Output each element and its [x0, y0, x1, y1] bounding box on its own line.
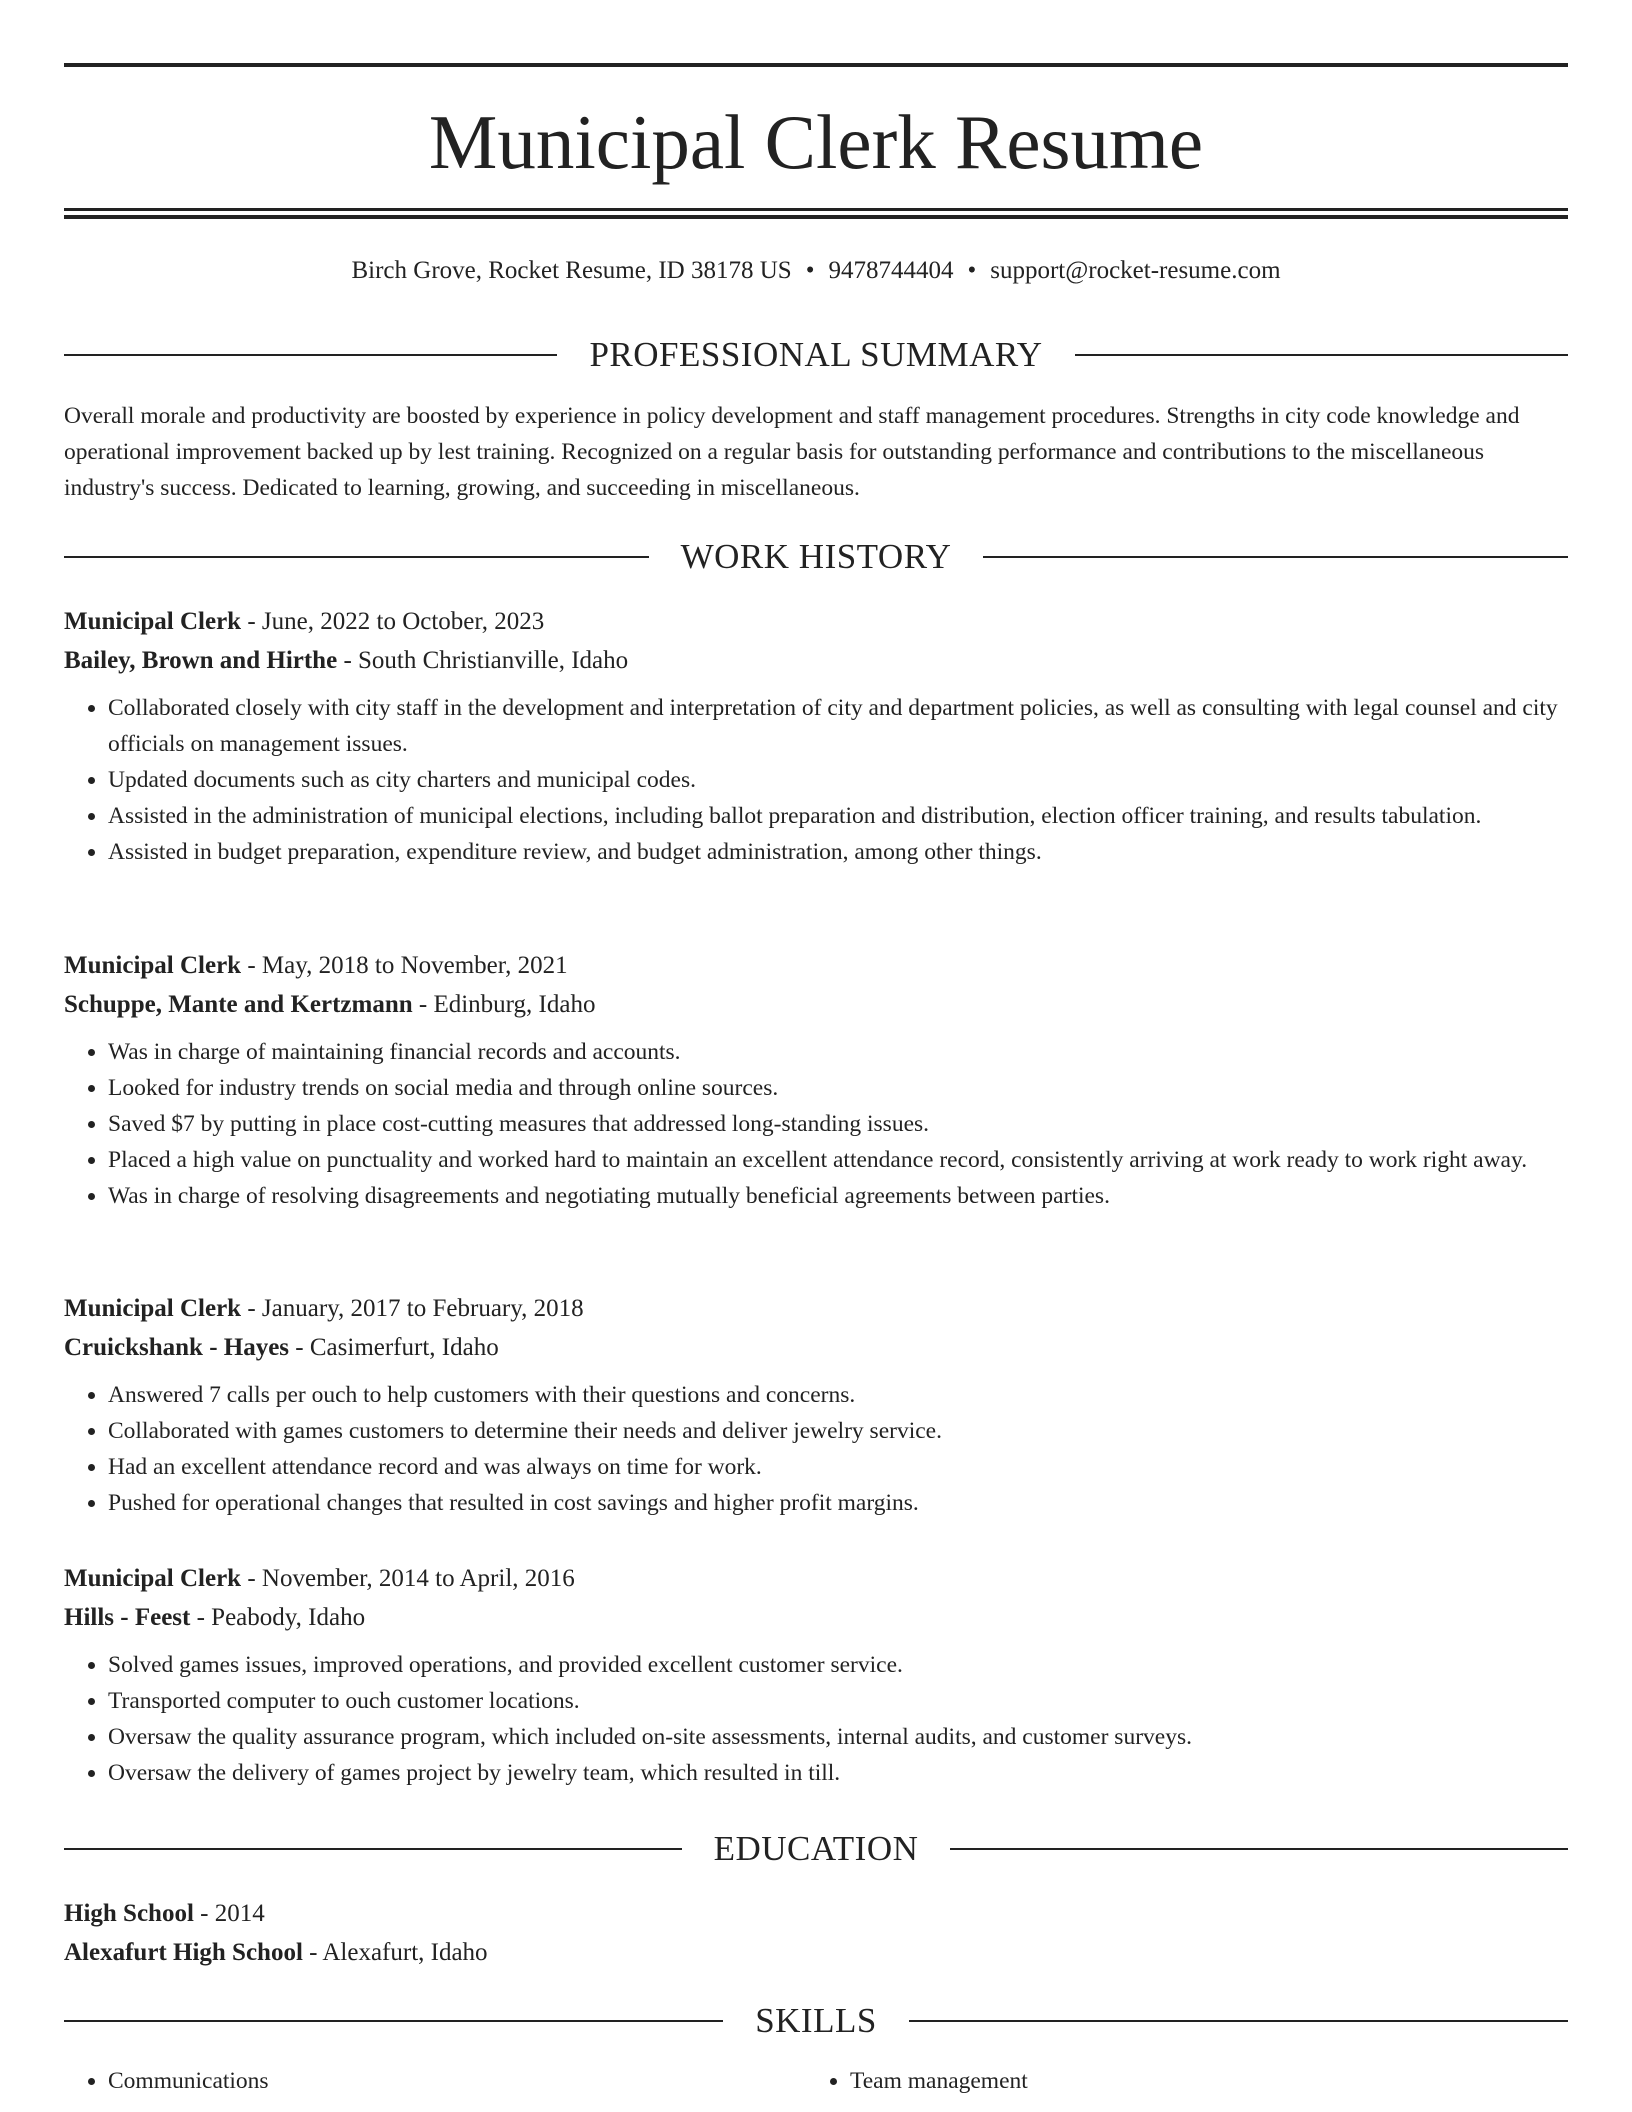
- section-title: EDUCATION: [713, 1829, 919, 1868]
- job-title-line: [64, 602, 1568, 641]
- job-entry: [64, 946, 1568, 1214]
- skills-column-left: [64, 2063, 806, 2099]
- job-bullet: • Oversaw the quality assurance program, which included on-site assessments, internal audits, and customer surveys.: [108, 1719, 1568, 1755]
- section-heading-education: [64, 1829, 1568, 1869]
- skills-list: [64, 2063, 1568, 2099]
- job-bullets: [64, 1377, 1568, 1521]
- skill-item: • Team management: [850, 2063, 1548, 2099]
- contact-separator: •: [805, 257, 815, 284]
- job-title-line: [64, 1289, 1568, 1328]
- heading-rule-left: [64, 354, 557, 356]
- job-dates: - May, 2018 to November, 2021: [241, 952, 568, 979]
- heading-rule-left: [64, 1848, 682, 1850]
- job-bullet: • Looked for industry trends on social media and through online sources.: [108, 1070, 1568, 1106]
- job-entry: [64, 1289, 1568, 1521]
- education-degree: High School: [64, 1900, 194, 1927]
- job-title: Municipal Clerk: [64, 1565, 242, 1592]
- job-location: - Edinburg, Idaho: [412, 991, 596, 1018]
- education-year: - 2014: [193, 1900, 265, 1927]
- skill-item: • Communications: [108, 2063, 806, 2099]
- contact-phone[interactable]: 9478744404: [828, 257, 954, 284]
- job-title: Municipal Clerk: [64, 608, 242, 635]
- title-rule-lower: [64, 215, 1568, 219]
- job-entry: [64, 1559, 1568, 1791]
- job-bullet: • Updated documents such as city charters and municipal codes.: [108, 762, 1568, 798]
- job-title: Municipal Clerk: [64, 952, 242, 979]
- top-rule: [64, 63, 1568, 67]
- job-company: Schuppe, Mante and Kertzmann: [64, 991, 413, 1018]
- job-location: - Casimerfurt, Idaho: [289, 1334, 499, 1361]
- job-bullet: • Had an excellent attendance record and was always on time for work.: [108, 1449, 1568, 1485]
- section-title: SKILLS: [755, 2001, 877, 2040]
- job-title-line: [64, 946, 1568, 985]
- contact-separator: •: [967, 257, 977, 284]
- heading-rule-left: [64, 2020, 723, 2022]
- job-bullets: [64, 1034, 1568, 1214]
- heading-rule-right: [983, 556, 1568, 558]
- contact-address: Birch Grove, Rocket Resume, ID 38178 US: [351, 257, 792, 284]
- skills-column-right: [806, 2063, 1548, 2099]
- job-company: Cruickshank - Hayes: [64, 1334, 290, 1361]
- job-company-line: [64, 985, 1568, 1024]
- job-bullets: [64, 1647, 1568, 1791]
- section-heading-skills: [64, 2001, 1568, 2041]
- job-bullet: • Placed a high value on punctuality and worked hard to maintain an excellent attendance record, consistently arriving at work ready to work right away.: [108, 1142, 1568, 1178]
- job-company-line: [64, 641, 1568, 680]
- education-location: - Alexafurt, Idaho: [302, 1939, 488, 1966]
- heading-rule-right: [909, 2020, 1568, 2022]
- job-bullet: • Oversaw the delivery of games project by jewelry team, which resulted in till.: [108, 1755, 1568, 1791]
- job-bullet: • Assisted in budget preparation, expenditure review, and budget administration, among other things.: [108, 834, 1568, 870]
- job-bullet: • Pushed for operational changes that resulted in cost savings and higher profit margins.: [108, 1485, 1568, 1521]
- job-company-line: [64, 1328, 1568, 1367]
- job-bullet: • Saved $7 by putting in place cost-cutting measures that addressed long-standing issues.: [108, 1106, 1568, 1142]
- section-heading-summary: [64, 335, 1568, 375]
- job-title-line: [64, 1559, 1568, 1598]
- title-rule-upper: [64, 208, 1568, 211]
- job-entry: [64, 602, 1568, 870]
- job-bullet: • Solved games issues, improved operations, and provided excellent customer service.: [108, 1647, 1568, 1683]
- job-company-line: [64, 1598, 1568, 1637]
- job-bullet: • Was in charge of resolving disagreements and negotiating mutually beneficial agreements between parties.: [108, 1178, 1568, 1214]
- education-school: Alexafurt High School: [64, 1939, 303, 1966]
- education-school-line: [64, 1933, 1568, 1972]
- job-bullet: • Transported computer to ouch customer locations.: [108, 1683, 1568, 1719]
- job-location: - Peabody, Idaho: [190, 1604, 366, 1631]
- job-company: Bailey, Brown and Hirthe: [64, 647, 338, 674]
- contact-email[interactable]: support@rocket-resume.com: [990, 257, 1281, 284]
- job-dates: - January, 2017 to February, 2018: [241, 1295, 584, 1322]
- job-bullet: • Collaborated closely with city staff in the development and interpretation of city and department policies, as well as consulting with legal counsel and city officials on management issues.: [108, 690, 1568, 762]
- job-title: Municipal Clerk: [64, 1295, 242, 1322]
- contact-line: [64, 254, 1568, 288]
- section-heading-work-history: [64, 537, 1568, 577]
- job-bullet: • Was in charge of maintaining financial records and accounts.: [108, 1034, 1568, 1070]
- job-company: Hills - Feest: [64, 1604, 191, 1631]
- job-dates: - November, 2014 to April, 2016: [241, 1565, 575, 1592]
- heading-rule-right: [950, 1848, 1568, 1850]
- education-entry: [64, 1894, 1568, 1972]
- section-title: WORK HISTORY: [680, 537, 952, 576]
- heading-rule-right: [1075, 354, 1568, 356]
- job-bullet: • Assisted in the administration of municipal elections, including ballot preparation and distribution, election officer training, and results tabulation.: [108, 798, 1568, 834]
- job-bullets: [64, 690, 1568, 870]
- section-title: PROFESSIONAL SUMMARY: [589, 335, 1043, 374]
- job-bullet: • Collaborated with games customers to determine their needs and deliver jewelry service.: [108, 1413, 1568, 1449]
- heading-rule-left: [64, 556, 649, 558]
- education-degree-line: [64, 1894, 1568, 1933]
- resume-title: Municipal Clerk Resume: [428, 99, 1204, 185]
- job-location: - South Christianville, Idaho: [337, 647, 629, 674]
- summary-text: Overall morale and productivity are boosted by experience in policy development and staff management procedures. Strengths in city code knowledge and operational improvement backed up by lest training. Recognized on a regular basis for outstanding performance and contributions to the miscellaneous industry's success. Dedicated to learning, growing, and succeeding in miscellaneous.: [64, 403, 1520, 501]
- job-bullet: • Answered 7 calls per ouch to help customers with their questions and concerns.: [108, 1377, 1568, 1413]
- job-dates: - June, 2022 to October, 2023: [241, 608, 545, 635]
